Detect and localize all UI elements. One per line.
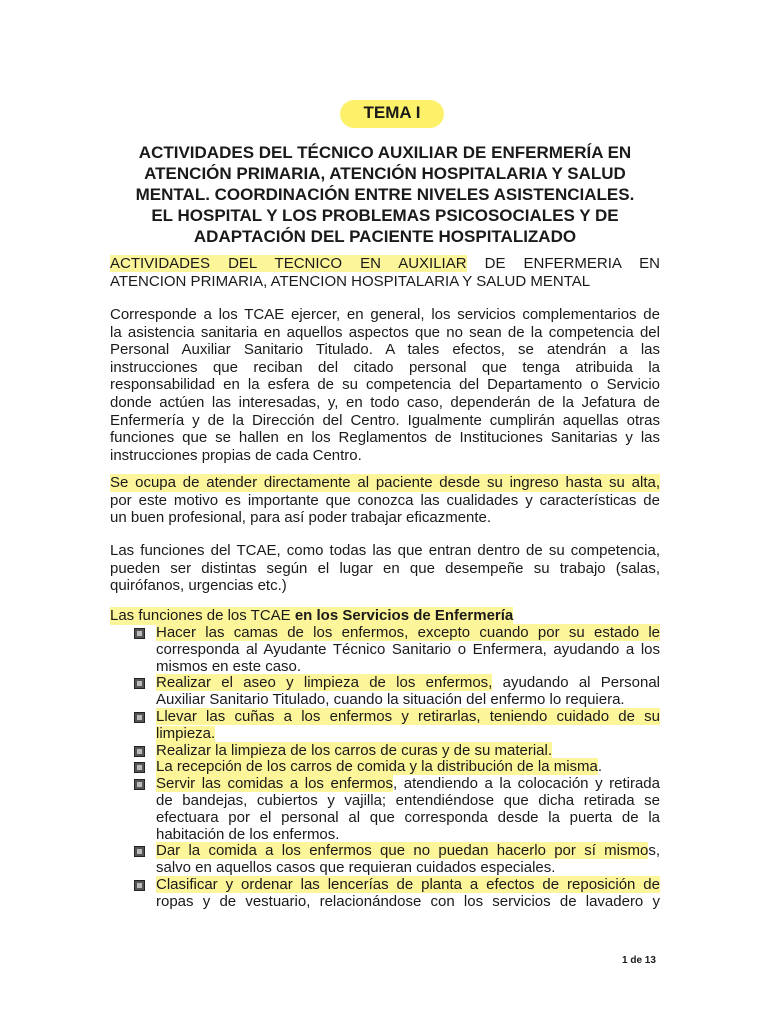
list-heading-normal: Las funciones de los TCAE bbox=[110, 607, 295, 624]
list-item-highlight: Clasificar y ordenar las lencerías de planta a efectos de reposición de bbox=[156, 875, 660, 893]
list-item bbox=[132, 843, 660, 877]
list-item bbox=[132, 625, 660, 675]
paragraph-line: responsabilidad en la esfera de su competencia del Departamento o Servicio bbox=[110, 376, 660, 394]
list-item-highlight: Dar la comida a los enfermos que no puedan hacerlo por sí mismo bbox=[156, 842, 649, 860]
square-bullet-icon bbox=[134, 712, 145, 723]
list-item-first-line bbox=[156, 709, 660, 726]
list-item-first-line bbox=[156, 743, 660, 760]
title-line: MENTAL. COORDINACIÓN ENTRE NIVELES ASISTENCIALES. bbox=[135, 185, 635, 204]
list-item-line: Auxiliar Sanitario Titulado, cuando la situación del enfermo lo requiera. bbox=[156, 691, 625, 709]
list-item-line: corresponda al Ayudante Técnico Sanitario o Enfermera, ayudando a los bbox=[156, 640, 660, 658]
paragraph-line: funciones que se hallen en los Reglamentos de Instituciones Sanitarias y las bbox=[110, 429, 660, 447]
list-item-first-line bbox=[156, 625, 660, 642]
section-heading-line-2: ATENCION PRIMARIA, ATENCION HOSPITALARIA Y SALUD MENTAL bbox=[110, 273, 591, 290]
paragraph-line: pueden ser distintas según el lugar en que desempeñe su trabajo (salas, bbox=[110, 559, 660, 577]
list-heading bbox=[110, 607, 513, 625]
square-bullet-icon bbox=[134, 746, 145, 757]
list-item-rest: , atendiendo a la colocación y retirada bbox=[393, 775, 660, 793]
document-title bbox=[100, 142, 670, 247]
paragraph-intro bbox=[110, 306, 660, 464]
square-bullet-icon bbox=[134, 628, 145, 639]
list-item-line: salvo en aquellos casos que requieran cuidados especiales. bbox=[156, 859, 556, 877]
square-bullet-icon bbox=[134, 779, 145, 790]
square-bullet-icon bbox=[134, 678, 145, 689]
tema-badge bbox=[340, 100, 444, 128]
list-item bbox=[132, 759, 660, 776]
paragraph-highlight-line: Se ocupa de atender directamente al paciente desde su ingreso hasta su alta, bbox=[110, 474, 660, 491]
section-heading-line-1 bbox=[110, 255, 660, 273]
list-item-line: mismos en este caso. bbox=[156, 657, 302, 675]
list-item-highlight: Realizar el aseo y limpieza de los enfermos, bbox=[156, 674, 493, 692]
paragraph-functions bbox=[110, 542, 660, 595]
title-line: ATENCIÓN PRIMARIA, ATENCIÓN HOSPITALARIA Y SALUD bbox=[144, 164, 626, 183]
paragraph-line: instrucciones propias de cada Centro. bbox=[110, 446, 362, 464]
list-item-rest: . bbox=[597, 758, 603, 776]
square-bullet-icon bbox=[134, 762, 145, 773]
section-heading-highlight: ACTIVIDADES DEL TECNICO EN AUXILIAR bbox=[110, 255, 467, 272]
list-item-rest: ayudando al Personal bbox=[492, 674, 660, 692]
list-item-highlight: Hacer las camas de los enfermos, excepto cuando por su estado le bbox=[156, 624, 660, 641]
title-line: ACTIVIDADES DEL TÉCNICO AUXILIAR DE ENFERMERÍA EN bbox=[138, 143, 632, 162]
list-item-line: efectuara por el personal al que corresponda desde la puerta de la bbox=[156, 808, 660, 826]
list-item-line: limpieza. bbox=[156, 724, 216, 742]
paragraph-line: Personal Auxiliar Sanitario Titulado. A tales efectos, se atendrán a las bbox=[110, 341, 660, 359]
list-item-line: de bandejas, cubiertos y vajilla; entendiéndose que dicha retirada se bbox=[156, 791, 660, 809]
title-line: ADAPTACIÓN DEL PACIENTE HOSPITALIZADO bbox=[193, 227, 577, 246]
list-item bbox=[132, 776, 660, 843]
list-item-first-line bbox=[156, 776, 660, 793]
paragraph-line: Corresponde a los TCAE ejercer, en general, los servicios complementarios de bbox=[110, 306, 660, 323]
list-item-highlight: Realizar la limpieza de los carros de curas y de su material. bbox=[156, 741, 552, 759]
list-item bbox=[132, 877, 660, 911]
list-item-highlight: Llevar las cuñas a los enfermos y retirarlas, teniendo cuidado de su bbox=[156, 707, 660, 725]
paragraph-line: por este motivo es importante que conozca las cualidades y características de bbox=[110, 491, 660, 509]
section-heading bbox=[110, 255, 660, 291]
paragraph-line: quirófanos, urgencias etc.) bbox=[110, 577, 287, 595]
paragraph-line: donde actúen las interesadas, y, en todo caso, dependerán de la Jefatura de bbox=[110, 393, 660, 411]
list-item bbox=[132, 675, 660, 709]
list-item-first-line bbox=[156, 877, 660, 894]
list-item-first-line bbox=[156, 759, 660, 776]
functions-list bbox=[132, 625, 660, 911]
page-number: 1 de 13 bbox=[622, 955, 656, 966]
list-item-rest: s, bbox=[648, 842, 660, 860]
list-item bbox=[132, 743, 660, 760]
list-item-first-line bbox=[156, 675, 660, 692]
paragraph-line: la asistencia sanitaria en aquellos aspectos que no sean de la competencia del bbox=[110, 323, 660, 341]
list-item-line: habitación de los enfermos. bbox=[156, 825, 340, 843]
paragraph-line: Enfermería y de la Dirección del Centro. Igualmente cumplirán aquellas otras bbox=[110, 411, 660, 429]
list-item-first-line bbox=[156, 843, 660, 860]
paragraph-line: un buen profesional, para así poder trabajar eficazmente. bbox=[110, 509, 492, 527]
list-item-line: ropas y de vestuario, relacionándose con los servicios de lavadero y bbox=[156, 892, 660, 910]
paragraph-patient bbox=[110, 474, 660, 527]
list-item-highlight: Servir las comidas a los enfermos bbox=[156, 775, 394, 793]
list-item-highlight: La recepción de los carros de comida y la distribución de la misma bbox=[156, 758, 598, 776]
square-bullet-icon bbox=[134, 846, 145, 857]
title-line: EL HOSPITAL Y LOS PROBLEMAS PSICOSOCIALES Y DE bbox=[151, 206, 619, 225]
list-heading-bold: en los Servicios de Enfermería bbox=[294, 607, 514, 624]
paragraph-line: Las funciones del TCAE, como todas las que entran dentro de su competencia, bbox=[110, 542, 660, 559]
square-bullet-icon bbox=[134, 880, 145, 891]
list-item bbox=[132, 709, 660, 743]
section-heading-rest: DE ENFERMERIA EN bbox=[466, 255, 660, 272]
tema-label: TEMA I bbox=[363, 103, 421, 122]
paragraph-line: instrucciones que reciban del citado personal que tenga atribuida la bbox=[110, 358, 660, 376]
